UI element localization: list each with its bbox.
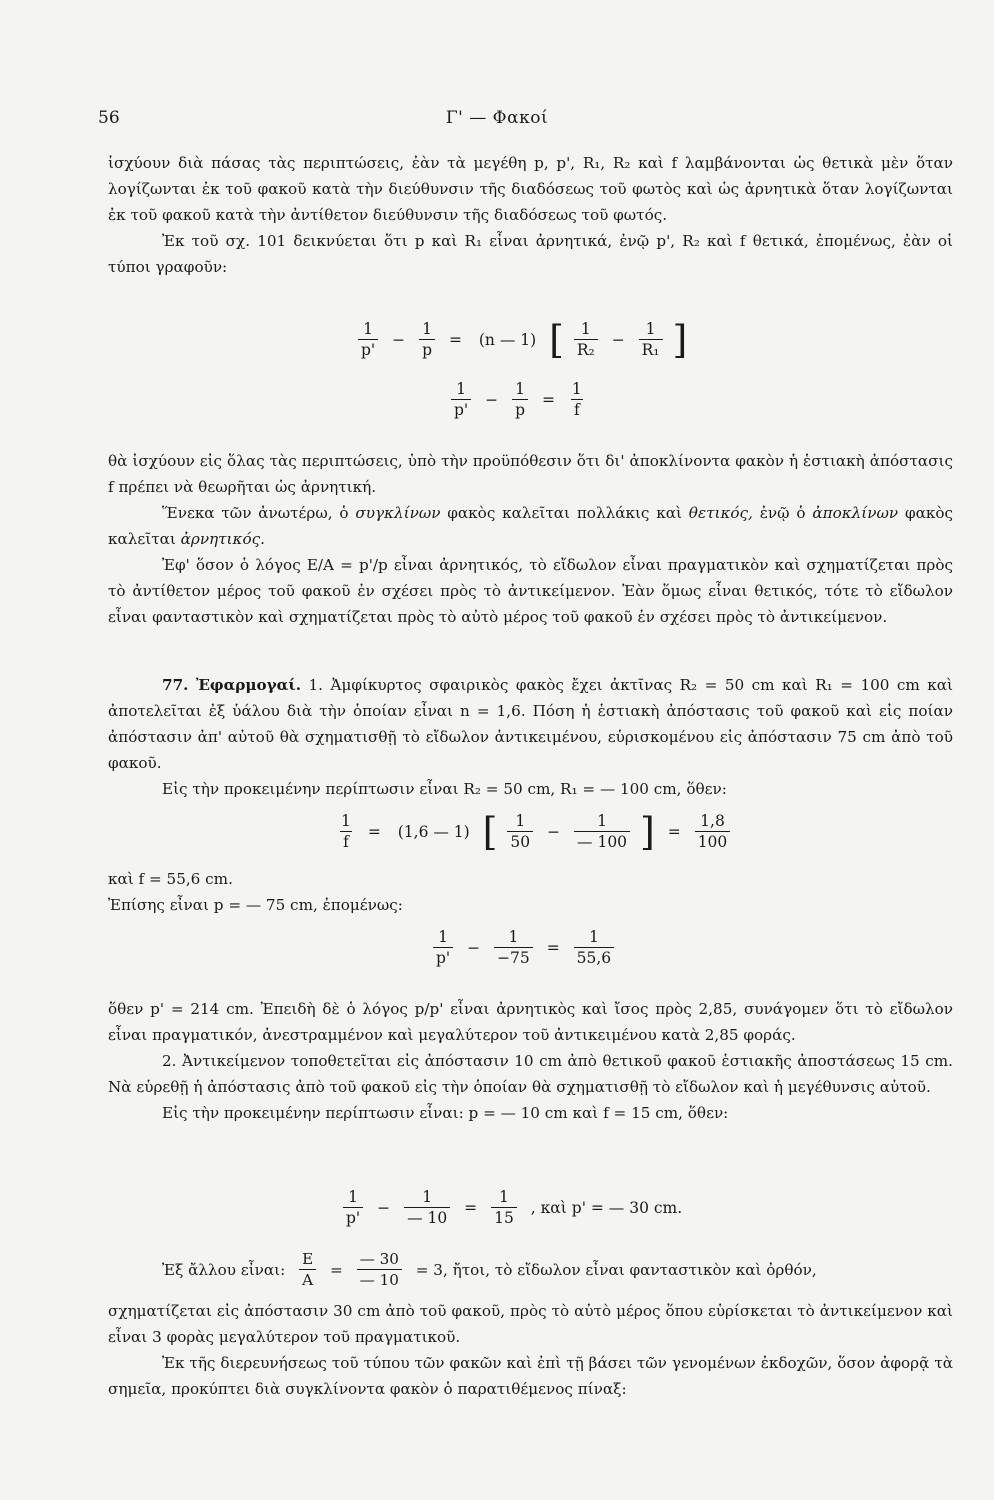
equation-magnification: Ἐξ ἄλλου εἶναι: $\frac{E}{A}$ = $\frac{— 30}{— 10}$ = 3, ἤτοι, τὸ εἴδωλον εἶναι φανταστικὸν καὶ ὀρθόν,: [162, 1250, 817, 1289]
focal-result-block: [108, 866, 953, 918]
paragraph-p-value: Ἐπίσης εἶναι p = — 75 cm, ἐπομένως:: [108, 896, 403, 914]
paragraph-diverging: θὰ ἰσχύουν εἰς ὅλας τὰς περιπτώσεις, ὑπὸ τὴν προϋπόθεσιν ὅτι δι' ἀποκλίνοντα φακὸν ἡ ἑστιακὴ ἀπόστασις f πρέπει νὰ θεωρῆται ὡς ἀρνητική.: [108, 452, 953, 496]
equation-lens-formula: $\frac{1}{p'}$ − $\frac{1}{p}$ = $\frac{1}{f}$: [448, 380, 588, 419]
paragraph-positive-negative: Ἕνεκα τῶν ἀνωτέρω, ὁ συγκλίνων φακὸς καλεῖται πολλάκις καὶ θετικός, ἐνῷ ὁ ἀποκλίνων φακὸς καλεῖται ἀρνητικός.: [108, 504, 954, 548]
equation-case-2: $\frac{1}{p'}$ − $\frac{1}{— 10}$ = $\frac{1}{15}$ , καὶ p' = — 30 cm.: [340, 1188, 688, 1227]
paragraph-case-1: Εἰς τὴν προκειμένην περίπτωσιν εἶναι R₂ = 50 cm, R₁ = — 100 cm, ὅθεν:: [162, 780, 727, 798]
section-title: Ἐφαρμογαί.: [195, 676, 301, 694]
paragraph-virtual-image: σχηματίζεται εἰς ἀπόστασιν 30 cm ἀπὸ τοῦ φακοῦ, πρὸς τὸ αὐτὸ μέρος ὅπου εὑρίσκεται τὸ ἀντικείμενον καὶ εἶναι 3 φορὰς μεγαλύτερον τοῦ πραγματικοῦ.: [108, 1302, 953, 1346]
page-number: 56: [98, 108, 120, 128]
exercise-2-block: [108, 996, 953, 1126]
paragraph-table-intro: Ἐκ τῆς διερευνήσεως τοῦ τύπου τῶν φακῶν καὶ ἐπὶ τῇ βάσει τῶν γενομένων ἐκδοχῶν, ὅσον ἀφορᾷ τὰ σημεῖα, προκύπτει διὰ συγκλίνοντα φακὸν ὁ παρατιθέμενος πίναξ:: [108, 1354, 953, 1398]
chapter-title: Γ' — Φακοί: [445, 108, 549, 128]
paragraph-image-ratio: Ἐφ' ὅσον ὁ λόγος E/A = p'/p εἶναι ἀρνητικός, τὸ εἴδωλον εἶναι πραγματικὸν καὶ σχηματίζεται πρὸς τὸ ἀντίθετον μέρος τοῦ φακοῦ ἐν σχέσει πρὸς τὸ ἀντικείμενον. Ἐὰν ὅμως εἶναι θετικός, τότε τὸ εἴδωλον εἶναι φανταστικὸν καὶ σχηματίζεται πρὸς τὸ αὐτὸ μέρος τοῦ φακοῦ ἐν σχέσει πρὸς τὸ ἀντικείμενον.: [108, 556, 953, 626]
paragraph-result-1: ὅθεν p' = 214 cm. Ἐπειδὴ δὲ ὁ λόγος p/p' εἶναι ἀρνητικὸς καὶ ἴσος πρὸς 2,85, συνάγομεν ὅτι τὸ εἴδωλον εἶναι πραγματικόν, ἀνεστραμμένον καὶ μεγαλύτερον τοῦ ἀντικειμένου κατὰ 2,85 φοράς.: [108, 1000, 953, 1044]
section-77: [108, 672, 953, 802]
section-number: 77.: [162, 676, 189, 694]
intro-block: [108, 150, 953, 280]
equation-image-distance: $\frac{1}{p'}$ − $\frac{1}{-75}$ = $\frac{1}{55,6}$: [430, 928, 617, 967]
paragraph-fig-101: Ἐκ τοῦ σχ. 101 δεικνύεται ὅτι p καὶ R₁ εἶναι ἀρνητικά, ἐνῷ p', R₂ καὶ f θετικά, ἐπομένως, ἐὰν οἱ τύποι γραφοῦν:: [108, 232, 953, 276]
closing-block: [108, 1298, 953, 1402]
paragraph-sign-convention: ἰσχύουν διὰ πάσας τὰς περιπτώσεις, ἐὰν τὰ μεγέθη p, p', R₁, R₂ καὶ f λαμβάνονται ὡς θετικὰ μὲν ὅταν λογίζωνται ἐκ τοῦ φακοῦ κατὰ τὴν διεύθυνσιν τῆς διαδόσεως τοῦ φωτὸς καὶ ὡς ἀρνητικὰ ὅταν λογίζωνται ἐκ τοῦ φακοῦ κατὰ τὴν ἀντίθετον διεύθυνσιν τῆς διαδόσεως τοῦ φωτός.: [108, 154, 953, 224]
convention-block: [108, 448, 953, 630]
exercise-2: 2. Ἀντικείμενον τοποθετεῖται εἰς ἀπόστασιν 10 cm ἀπὸ θετικοῦ φακοῦ ἑστιακῆς ἀποστάσεως 15 cm. Νὰ εὑρεθῇ ἡ ἀπόστασις ἀπὸ τοῦ φακοῦ εἰς τὴν ὁποίαν θὰ σχηματισθῇ τὸ εἴδωλον καὶ ἡ μεγέθυνσις αὐτοῦ.: [108, 1052, 953, 1096]
page-header: [0, 108, 994, 138]
exercise-1: 77. Ἐφαρμογαί. 1. Ἀμφίκυρτος σφαιρικὸς φακὸς ἔχει ἀκτῖνας R₂ = 50 cm καὶ R₁ = 100 cm καὶ ἀποτελεῖται ἐξ ὑάλου διὰ τὴν ὁποίαν εἶναι n = 1,6. Πόση ἡ ἑστιακὴ ἀπόστασις τοῦ φακοῦ καὶ εἰς ποίαν ἀπόστασιν ἀπ' αὐτοῦ θὰ σχηματισθῇ τὸ εἴδωλον ἀντικειμένου, εὑρισκομένου εἰς ἀπόστασιν 75 cm ἀπὸ τοῦ φακοῦ.: [108, 676, 954, 772]
paragraph-case-2: Εἰς τὴν προκειμένην περίπτωσιν εἶναι: p = — 10 cm καὶ f = 15 cm, ὅθεν:: [162, 1104, 729, 1122]
equation-focal-calc: $\frac{1}{f}$ = (1,6 — 1) [ $\frac{1}{50}$ − $\frac{1}{— 100}$ ] = $\frac{1,8}{100}$: [335, 812, 733, 851]
equation-lensmaker: $\frac{1}{p'}$ − $\frac{1}{p}$ = (n — 1) [ $\frac{1}{\text{R₂}}$ − $\frac{1}{\text{R₁}}$ ]: [355, 320, 689, 359]
focal-result: καὶ f = 55,6 cm.: [108, 870, 233, 888]
